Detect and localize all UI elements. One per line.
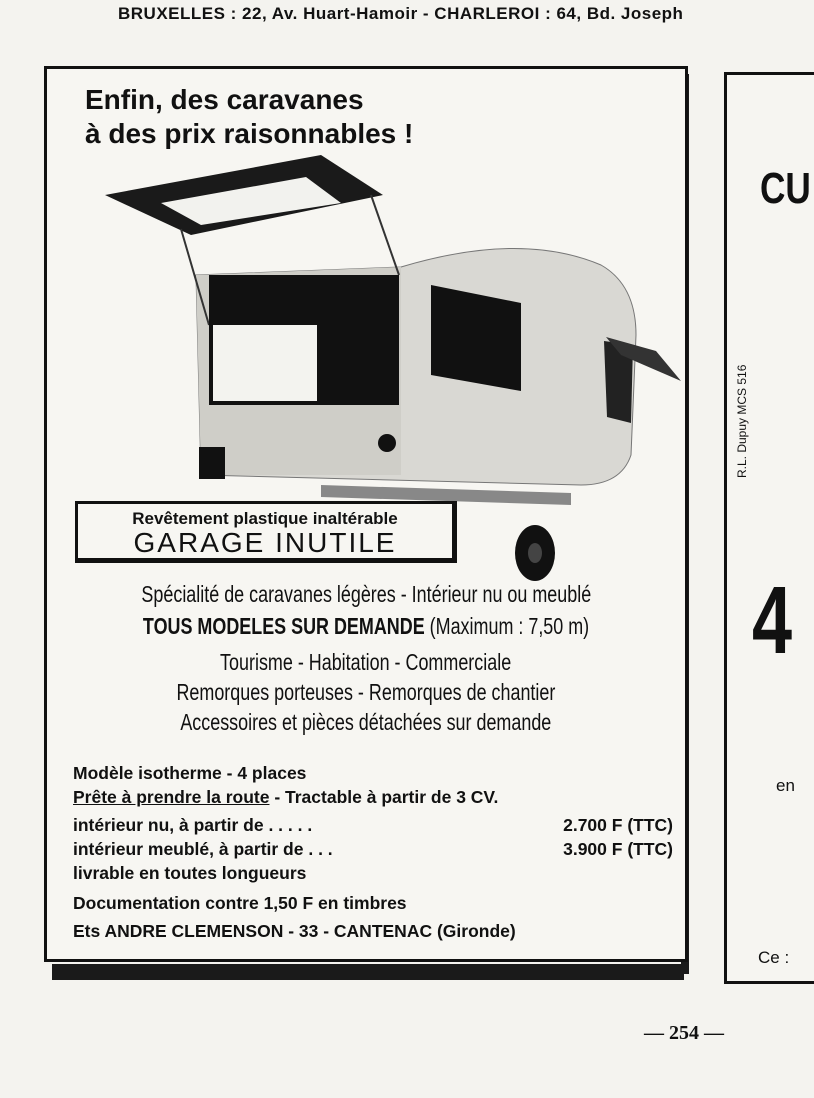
price-label: intérieur meublé, à partir de . . .: [73, 839, 333, 859]
specialty-line: [47, 581, 685, 608]
spec-road-ready: [73, 785, 673, 809]
models-bold: TOUS MODELES SUR DEMANDE: [142, 613, 425, 639]
accessories-line: [47, 709, 685, 736]
adjacent-fragment-4: 4: [752, 567, 793, 674]
spec-isotherm: Modèle isotherme - 4 places: [73, 763, 307, 783]
spec-list: [73, 761, 673, 943]
headline-line-1: Enfin, des caravanes: [85, 84, 364, 115]
uses-line: [47, 649, 685, 676]
models-rest: (Maximum : 7,50 m): [424, 613, 590, 639]
ad-headline: [85, 83, 413, 151]
adjacent-fragment-cu: CU: [760, 164, 811, 213]
price-row: [73, 813, 673, 837]
models-line: [47, 613, 685, 640]
trailers-line: [47, 679, 685, 706]
price-label: intérieur nu, à partir de . . . . .: [73, 815, 313, 835]
caravan-photo: [101, 155, 681, 521]
trailers-text: Remorques porteuses - Remorques de chantier: [176, 679, 556, 705]
price-row: [73, 837, 673, 861]
slogan-box: [75, 501, 457, 563]
ad-shadow-bottom: [52, 964, 684, 980]
spec-road-ready-underlined: Prête à prendre la route: [73, 787, 270, 807]
spec-lengths: livrable en toutes longueurs: [73, 863, 307, 883]
spec-road-ready-rest: - Tractable à partir de 3 CV.: [269, 787, 499, 807]
specialty-text: Spécialité de caravanes légères - Intérieur nu ou meublé: [141, 581, 591, 607]
price-value: 3.900 F (TTC): [563, 839, 673, 859]
vertical-credit: R.L. Dupuy MCS 516: [735, 364, 749, 478]
adjacent-fragment-en: en: [776, 776, 795, 795]
accessories-text: Accessoires et pièces détachées sur demande: [180, 709, 552, 735]
address-header: BRUXELLES : 22, Av. Huart-Hamoir - CHARLEROI : 64, Bd. Joseph: [118, 4, 684, 23]
caravan-advertisement: [44, 66, 688, 962]
spec-documentation: Documentation contre 1,50 F en timbres: [73, 893, 407, 913]
spec-company: Ets ANDRE CLEMENSON - 33 - CANTENAC (Gironde): [73, 921, 516, 941]
uses-text: Tourisme - Habitation - Commerciale: [220, 649, 512, 675]
price-value: 2.700 F (TTC): [563, 815, 673, 835]
slogan-big: GARAGE INUTILE: [133, 527, 397, 558]
adjacent-fragment-ce: Ce :: [758, 948, 790, 967]
page-number: — 254 —: [644, 1022, 724, 1044]
slogan-small: Revêtement plastique inaltérable: [132, 509, 398, 528]
headline-line-2: à des prix raisonnables !: [85, 118, 414, 149]
